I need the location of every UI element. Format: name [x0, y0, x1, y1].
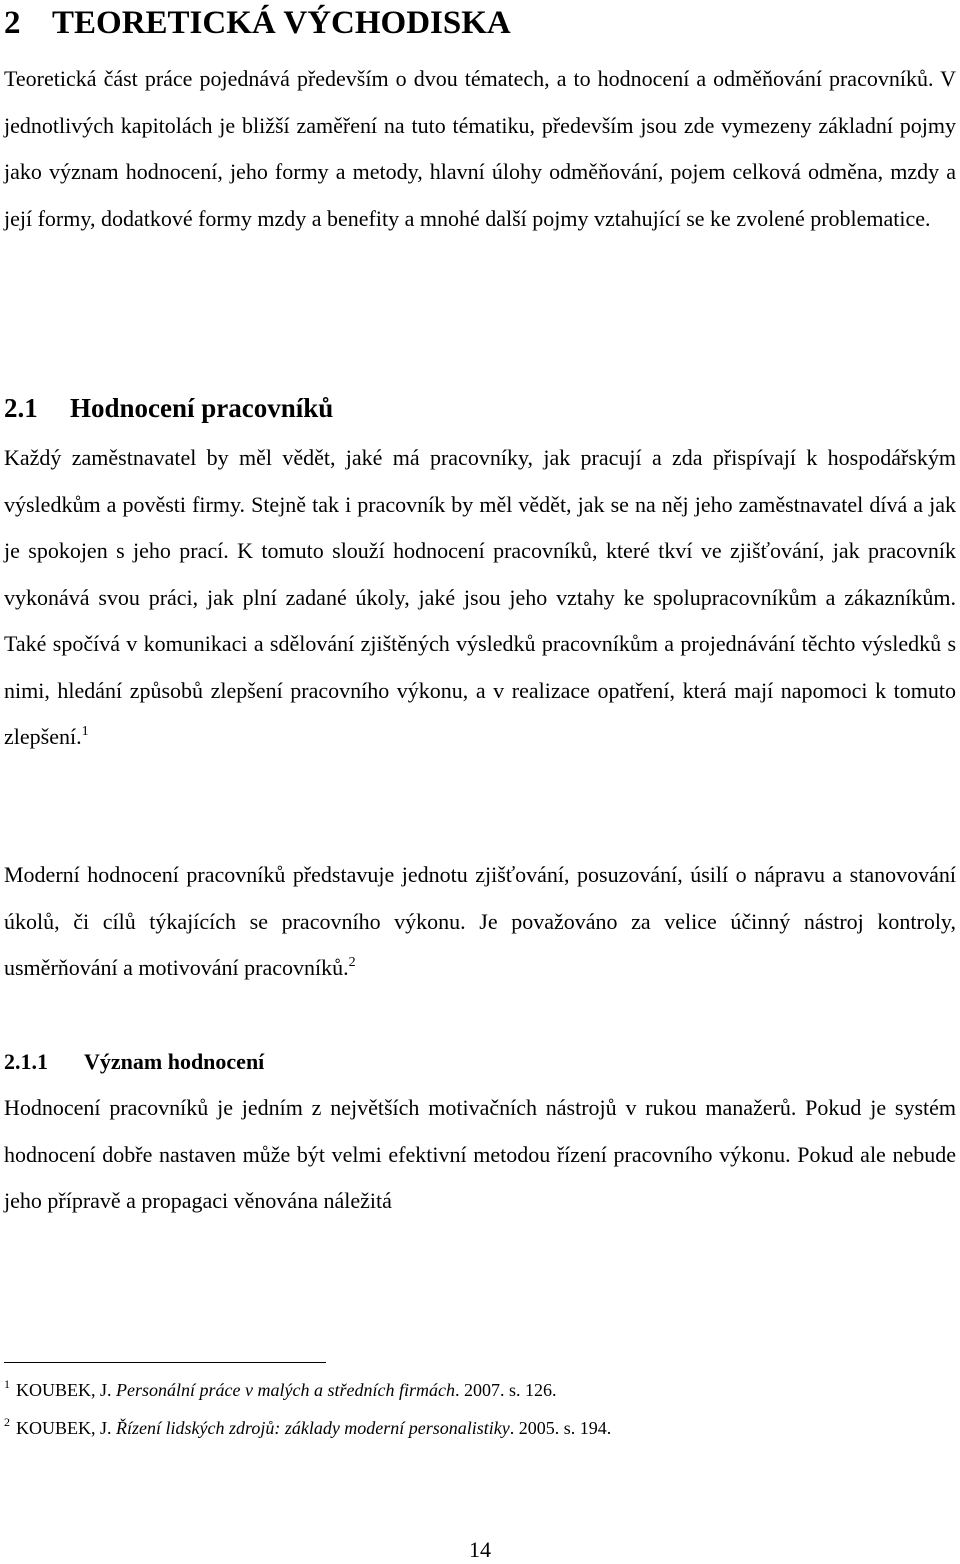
chapter-heading	[4, 2, 511, 44]
footnote-1-title: Personální práce v malých a středních firmách	[116, 1380, 455, 1400]
page-number: 14	[469, 1537, 491, 1562]
footnote-divider	[4, 1362, 326, 1363]
footnote-ref-2[interactable]: 2	[348, 955, 356, 970]
footnote-2	[4, 1416, 956, 1440]
footnote-2-mark: 2	[4, 1415, 10, 1429]
section-paragraph-1	[4, 435, 956, 761]
section-paragraph-2-text: Moderní hodnocení pracovníků představuje jednotu zjišťování, posuzování, úsilí o nápravu a stanovování úkolů, či cílů týkajících se pracovního výkonu. Je považováno za velice účinný nástroj kontroly, usměrňování a motivování pracovníků.	[4, 862, 956, 980]
section-paragraph-2	[4, 852, 956, 992]
footnote-ref-1[interactable]: 1	[81, 724, 89, 739]
chapter-title: TEORETICKÁ VÝCHODISKA	[52, 5, 511, 41]
subsection-paragraph: Hodnocení pracovníků je jedním z největších motivačních nástrojů v rukou manažerů. Pokud je systém hodnocení dobře nastaven může být velmi efektivní metodou řízení pracovního výkonu. Pokud ale nebude jeho přípravě a propagaci věnována náležitá	[4, 1095, 956, 1213]
section-heading	[4, 388, 333, 428]
footnote-1-rest: . 2007. s. 126.	[454, 1380, 557, 1400]
subsection-number: 2.1.1	[4, 1049, 48, 1074]
subsection-title: Význam hodnocení	[84, 1049, 265, 1074]
section-number: 2.1	[4, 393, 38, 423]
section-title: Hodnocení pracovníků	[70, 393, 334, 423]
footnote-1	[4, 1378, 956, 1402]
chapter-number: 2	[4, 5, 21, 41]
footnote-1-author: KOUBEK, J.	[16, 1380, 112, 1400]
section-paragraph-1-text: Každý zaměstnavatel by měl vědět, jaké má pracovníky, jak pracují a zda přispívají k hospodářským výsledkům a pověsti firmy. Stejně tak i pracovník by měl vědět, jak se na něj jeho zaměstnavatel dívá a jak je spokojen s jeho prací. K tomuto slouží hodnocení pracovníků, které tkví ve zjišťování, jak pracovník vykonává svou práci, jak plní zadané úkoly, jaké jsou jeho vztahy ke spolupracovníkům a zákazníkům. Také spočívá v komunikaci a sdělování zjištěných výsledků pracovníkům a projednávání těchto výsledků s nimi, hledání způsobů zlepšení pracovního výkonu, a v realizace opatření, která mají napomoci k tomuto zlepšení.	[4, 445, 956, 749]
footnote-2-rest: . 2005. s. 194.	[509, 1418, 612, 1438]
footnote-1-mark: 1	[4, 1377, 10, 1391]
footnote-2-author: KOUBEK, J.	[16, 1418, 112, 1438]
subsection-heading	[4, 1044, 264, 1080]
intro-paragraph: Teoretická část práce pojednává především o dvou tématech, a to hodnocení a odměňování pracovníků. V jednotlivých kapitolách je bližší zaměření na tuto tématiku, především jsou zde vymezeny základní pojmy jako význam hodnocení, jeho formy a metody, hlavní úlohy odměňování, pojem celková odměna, mzdy a její formy, dodatkové formy mzdy a benefity a mnohé další pojmy vztahující se ke zvolené problematice.	[4, 66, 956, 231]
footnote-2-title: Řízení lidských zdrojů: základy moderní personalistiky	[116, 1418, 510, 1438]
